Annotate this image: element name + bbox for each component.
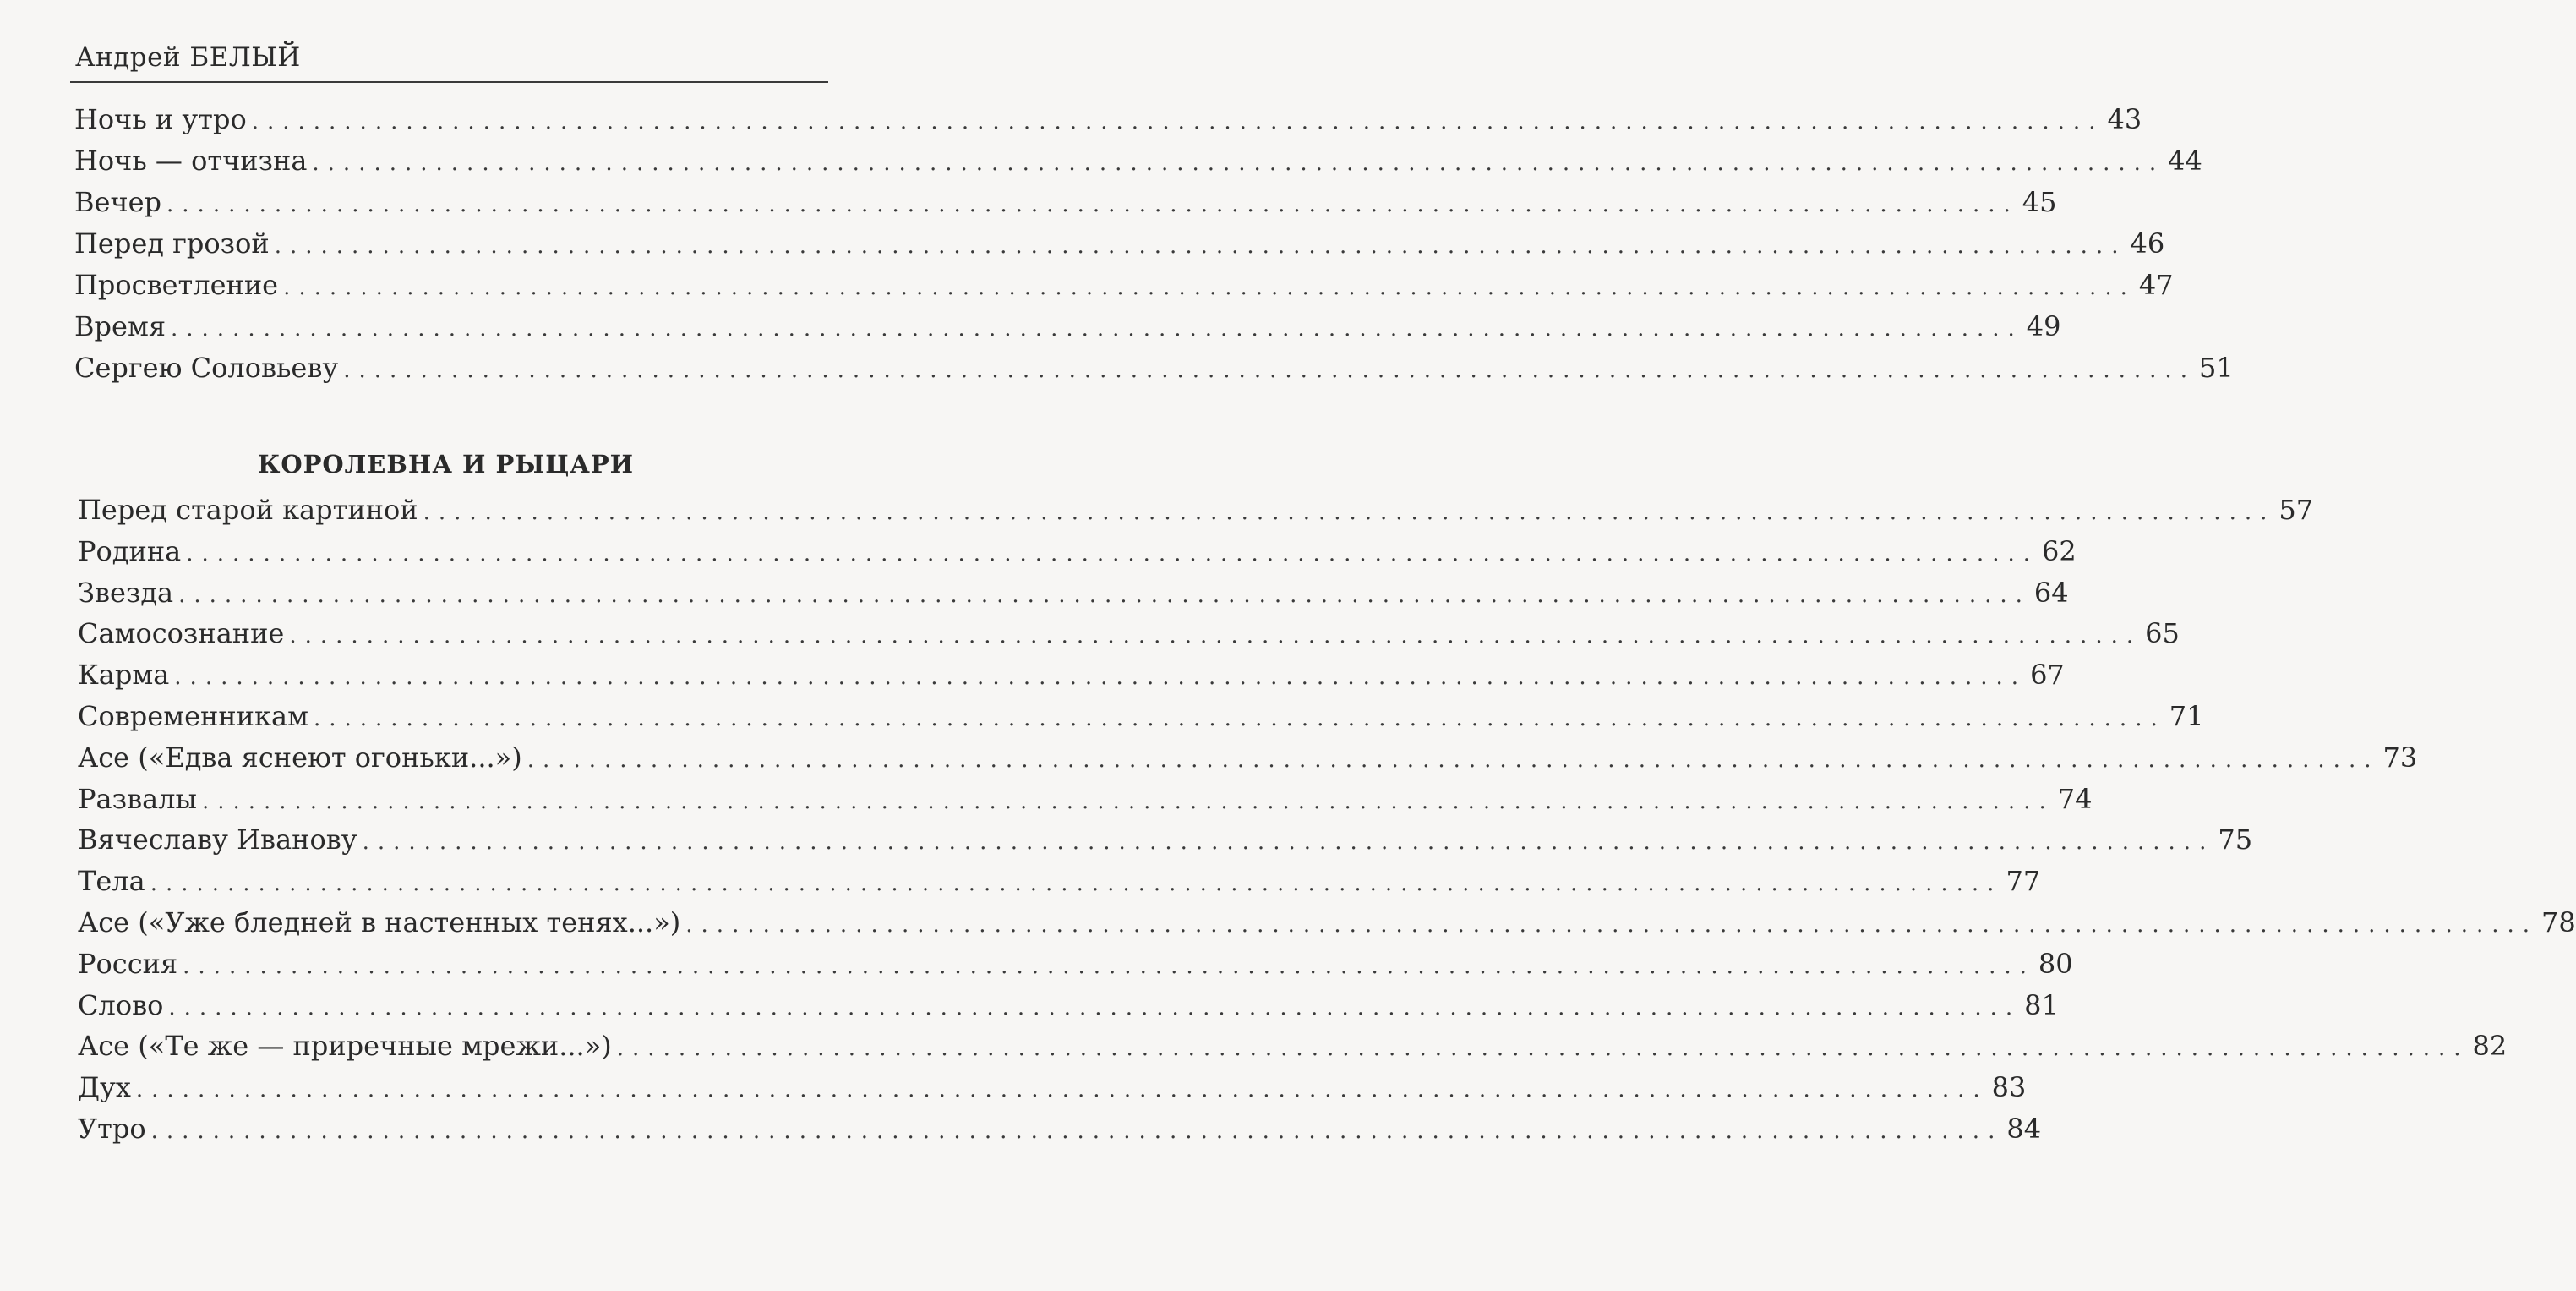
toc-entry-title: Вячеславу Иванову xyxy=(78,823,357,856)
dot-leader: ........................................................................................................................ xyxy=(201,788,2055,814)
dot-leader: ........................................................................................................................ xyxy=(343,358,2196,383)
toc-entry-page-number: 73 xyxy=(2382,741,2418,774)
toc-entry-title: Просветление xyxy=(74,269,279,301)
toc-entry-page-number: 47 xyxy=(2138,269,2174,301)
toc-entry-page-number: 83 xyxy=(1991,1071,2027,1104)
toc-entry-page-number: 62 xyxy=(2042,534,2077,567)
toc-entry-page-number: 43 xyxy=(2107,103,2142,135)
running-header-author: Андрей БЕЛЫЙ xyxy=(75,42,301,73)
toc-entry xyxy=(78,782,2093,820)
toc-entry-title: Время xyxy=(74,310,166,342)
toc-entry xyxy=(78,988,2059,1026)
dot-leader: ........................................................................................................................ xyxy=(527,747,2380,773)
dot-leader: ........................................................................................................................ xyxy=(362,829,2215,856)
toc-entry-title: Перед грозой xyxy=(74,227,270,260)
toc-entry xyxy=(78,865,2041,902)
toc-entry xyxy=(74,145,2202,182)
toc-entry-title: Слово xyxy=(78,988,164,1021)
toc-entry-page-number: 67 xyxy=(2030,659,2065,692)
toc-entry-page-number: 44 xyxy=(2168,145,2202,177)
toc-entry-title: Тела xyxy=(78,865,145,898)
toc-entry-title: Утро xyxy=(78,1113,146,1145)
toc-entry-title: Развалы xyxy=(78,782,197,815)
toc-entry-title: Карма xyxy=(78,659,170,692)
toc-entry xyxy=(78,534,2077,572)
toc-entry-page-number: 45 xyxy=(2022,186,2057,218)
toc-entry-title: Сергею Соловьеву xyxy=(74,352,339,384)
toc-entry-page-number: 80 xyxy=(2038,947,2073,980)
toc-entry xyxy=(78,1071,2027,1108)
toc-entry xyxy=(74,269,2174,306)
toc-entry-page-number: 57 xyxy=(2279,494,2314,526)
toc-entry xyxy=(78,1030,2508,1067)
section-heading: КОРОЛЕВНА И РЫЦАРИ xyxy=(257,450,635,479)
toc-entry xyxy=(78,1113,2042,1150)
toc-entry xyxy=(74,103,2142,140)
toc-entry xyxy=(78,494,2314,531)
toc-entry-page-number: 71 xyxy=(2169,700,2204,732)
toc-entry-title: Ночь — отчизна xyxy=(74,145,308,177)
toc-entry xyxy=(78,741,2418,779)
dot-leader: ........................................................................................................................ xyxy=(685,912,2539,938)
toc-entry-page-number: 74 xyxy=(2057,782,2093,815)
dot-leader: ........................................................................................................................ xyxy=(183,953,2035,979)
dot-leader: ........................................................................................................................ xyxy=(166,192,2019,217)
dot-leader: ........................................................................................................................ xyxy=(174,665,2028,691)
toc-entry-page-number: 81 xyxy=(2024,988,2059,1021)
dot-leader: ........................................................................................................................ xyxy=(283,275,2136,300)
toc-entry-page-number: 77 xyxy=(2006,865,2041,898)
dot-leader: ........................................................................................................................ xyxy=(423,500,2276,525)
toc-entry xyxy=(74,227,2165,265)
dot-leader: ........................................................................................................................ xyxy=(186,540,2038,566)
toc-entry-title: Современникам xyxy=(78,700,308,732)
dot-leader: ........................................................................................................................ xyxy=(178,582,2031,608)
toc-entry-page-number: 46 xyxy=(2130,227,2165,260)
toc-entry-page-number: 82 xyxy=(2472,1030,2508,1063)
toc-entry xyxy=(78,700,2204,737)
toc-entry-title: Дух xyxy=(78,1071,131,1104)
toc-entry xyxy=(74,352,2234,389)
toc-entry-title: Самосознание xyxy=(78,617,285,650)
toc-entry xyxy=(78,576,2069,614)
toc-entry xyxy=(78,947,2073,985)
toc-entry-title: Звезда xyxy=(78,576,174,609)
toc-entry-page-number: 64 xyxy=(2033,576,2069,609)
page-header xyxy=(70,37,828,83)
toc-entry-page-number: 84 xyxy=(2006,1113,2042,1145)
toc-entry xyxy=(78,659,2065,696)
toc-entry xyxy=(74,310,2061,347)
dot-leader: ........................................................................................................................ xyxy=(150,871,2003,897)
dot-leader: ........................................................................................................................ xyxy=(289,623,2142,649)
dot-leader: ........................................................................................................................ xyxy=(312,150,2165,176)
toc-entry xyxy=(78,906,2576,944)
toc-entry-title: Вечер xyxy=(74,186,162,218)
toc-entry-page-number: 51 xyxy=(2198,352,2234,384)
dot-leader: ........................................................................................................................ xyxy=(616,1036,2470,1062)
dot-leader: ........................................................................................................................ xyxy=(251,109,2104,134)
dot-leader: ........................................................................................................................ xyxy=(168,994,2022,1020)
dot-leader: ........................................................................................................................ xyxy=(150,1119,2004,1144)
toc-entry xyxy=(74,186,2057,223)
toc-entry-title: Родина xyxy=(78,534,182,567)
dot-leader: ........................................................................................................................ xyxy=(171,316,2023,342)
toc-entry-page-number: 78 xyxy=(2541,906,2576,938)
dot-leader: ........................................................................................................................ xyxy=(135,1077,1989,1103)
toc-entry-title: Перед старой картиной xyxy=(78,494,418,526)
toc-entry-page-number: 49 xyxy=(2026,310,2061,342)
dot-leader: ........................................................................................................................ xyxy=(274,233,2127,259)
toc-entry-title: Ночь и утро xyxy=(74,103,247,135)
toc-entry-title: Россия xyxy=(78,947,178,980)
dot-leader: ........................................................................................................................ xyxy=(313,706,2166,731)
toc-entry-title: Асе («Те же — приречные мрежи...») xyxy=(78,1030,612,1063)
toc-entry-page-number: 65 xyxy=(2145,617,2180,650)
toc-entry-title: Асе («Уже бледней в настенных тенях...») xyxy=(78,906,681,938)
toc-entry xyxy=(78,823,2253,861)
toc-entry-page-number: 75 xyxy=(2218,823,2253,856)
toc-entry xyxy=(78,617,2180,654)
toc-entry-title: Асе («Едва яснеют огоньки...») xyxy=(78,741,522,774)
